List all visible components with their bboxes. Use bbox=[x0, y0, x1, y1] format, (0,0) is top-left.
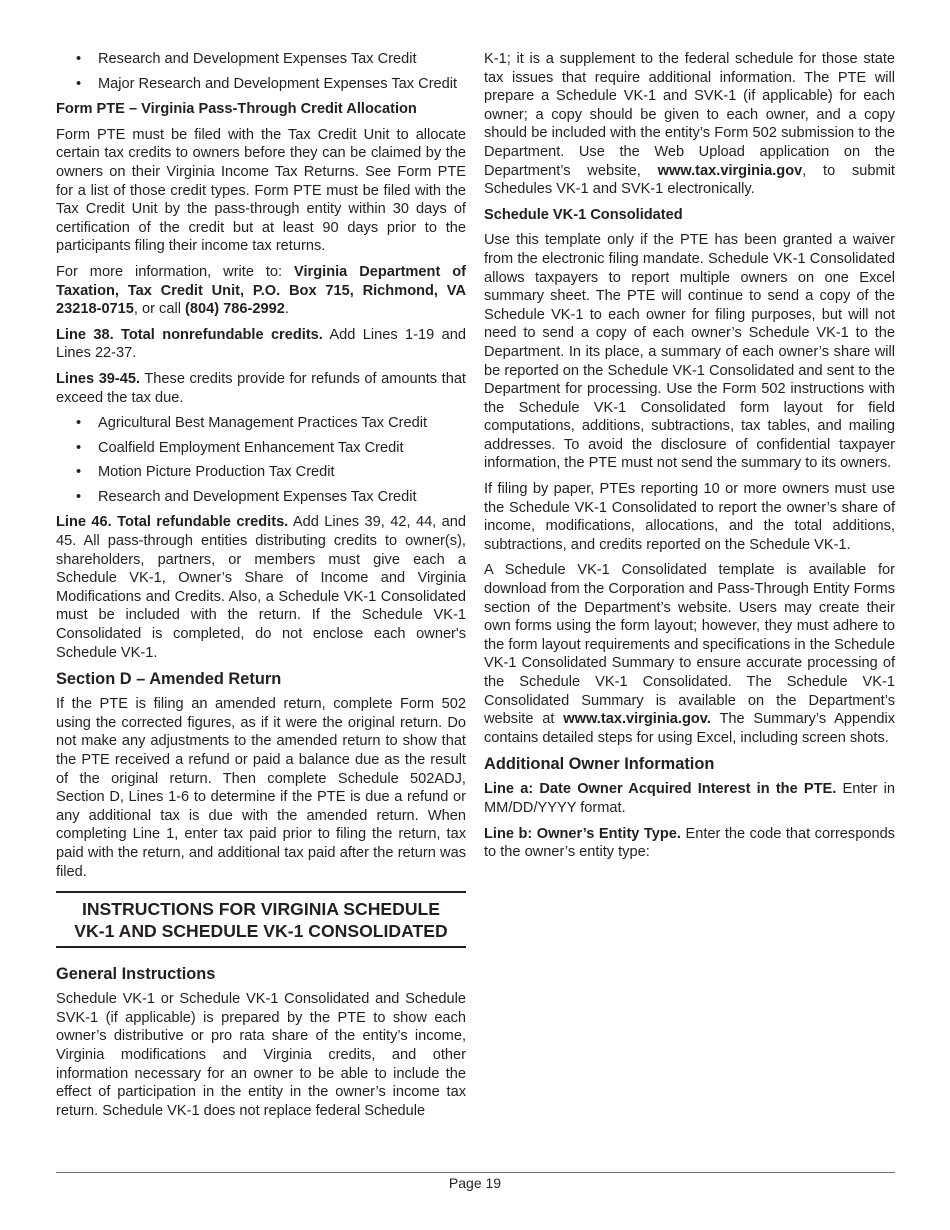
footer-divider bbox=[56, 1172, 895, 1173]
website-link[interactable]: www.tax.virginia.gov bbox=[657, 162, 803, 179]
section-heading-form-pte: Form PTE – Virginia Pass-Through Credit Allocation bbox=[56, 101, 417, 118]
paragraph-general-instructions: Schedule VK-1 or Schedule VK-1 Consolidated and Schedule SVK-1 (if applicable) is prepared by the PTE to show each owner’s distributive or pro rata share of the entity’s income, Virginia modifications and Virginia credits, and other information necessary for an owner to be able to include the effect of participation in the entity in the owner’s income tax return. Schedule VK-1 does not replace federal Schedule bbox=[56, 991, 466, 1119]
paragraph-line-b: Line b: Owner’s Entity Type. Enter the code that corresponds to the owner’s entity type: bbox=[484, 825, 895, 861]
bullet-icon: • bbox=[76, 75, 82, 92]
bullet-icon: • bbox=[76, 51, 82, 67]
list-item: • Research and Development Expenses Tax Credit bbox=[76, 488, 417, 505]
section-heading-owner-info: Additional Owner Information bbox=[484, 755, 715, 774]
paragraph-paper-filing: If filing by paper, PTEs reporting 10 or more owners must use the Schedule VK-1 Consolidated to report the owner’s share of income, modifications, allocations, and the total additions, subtractions, and credits reported on the Schedule VK-1. bbox=[484, 481, 895, 553]
section-heading-vk1-consolidated: Schedule VK-1 Consolidated bbox=[484, 206, 683, 223]
paragraph-form-pte: Form PTE must be filed with the Tax Credit Unit to allocate certain tax credits to owners before they can be claimed by the owners on their Virginia Income Tax Returns. See Form PTE for a list of those credit types. Form PTE must be filed with the Tax Credit Unit by the pass-through entity within 30 days of certification of the credit but at least 90 days prior to the participants filing their income tax returns. bbox=[56, 126, 466, 255]
paragraph-template: A Schedule VK-1 Consolidated template is available for download from the Corporation and Pass-Through Entity Forms section of the Department’s website. Users may create their own forms using the form layout; however, they must adhere to the form layout requirements and specifications in the Schedule VK-1 Consolidated Summary to ensure accurate processing of the Schedule VK-1 Consolidated. The Schedule VK-1 Consolidated Summary is available on the Department’s website at www.tax.virginia.gov. The Summary’s Appendix contains detailed steps for using Excel, including screen shots. bbox=[484, 562, 895, 746]
section-heading-amended-return: Section D – Amended Return bbox=[56, 670, 282, 689]
right-column bbox=[484, 50, 895, 869]
section-heading-general-instructions: General Instructions bbox=[56, 965, 216, 984]
paragraph-line-38: Line 38. Total nonrefundable credits. Add Lines 1-19 and Lines 22-37. bbox=[56, 326, 466, 362]
bullet-icon: • bbox=[76, 488, 82, 505]
paragraph-line-a: Line a: Date Owner Acquired Interest in the PTE. Enter in MM/DD/YYYY format. bbox=[484, 781, 895, 816]
paragraph-lines-39-45: Lines 39-45. These credits provide for refunds of amounts that exceed the tax due. bbox=[56, 370, 466, 406]
paragraph-vk1-consolidated: Use this template only if the PTE has been granted a waiver from the electronic filing mandate. Schedule VK-1 Consolidated allows taxpayers to report multiple owners on one Excel summary sheet. The PTE will continue to send a copy of the Schedule VK-1 to each owner for filing purposes, but will not need to send a copy of each owner’s Schedule VK-1 to the Department. In its place, a summary of each owner’s share will be reported on the Schedule VK-1 Consolidated and sent to the Department for processing. Use the Form 502 instructions with the Schedule VK-1 Consolidated form layout for field computations, additions, subtractions, tax tables, and mailing addresses. To avoid the disclosure of confidential taxpayer information, the PTE must not send the summary to its owners. bbox=[484, 232, 895, 472]
bullet-icon: • bbox=[76, 439, 82, 456]
paragraph-more-info: For more information, write to: Virginia Department of Taxation, Tax Credit Unit, P.O. Box 715, Richmond, VA 23218-0715, or call (804) 786-2992. bbox=[56, 263, 466, 318]
website-link[interactable]: www.tax.virginia.gov. bbox=[563, 711, 711, 728]
boxed-title-vk1-instructions: INSTRUCTIONS FOR VIRGINIA SCHEDULE VK-1 AND SCHEDULE VK-1 CONSOLIDATED bbox=[56, 891, 466, 948]
list-item: • Coalfield Employment Enhancement Tax Credit bbox=[76, 439, 404, 456]
left-column bbox=[56, 50, 466, 1127]
paragraph-amended-return: If the PTE is filing an amended return, complete Form 502 using the corrected figures, as if it were the original return. Do not make any adjustments to the amended return to show that the PTE received a refund or paid a balance due as the result of the original return. Then complete Schedule 502ADJ, Section D, Lines 1-6 to determine if the PTE is due a refund or any additional tax is due with the amended return. When completing Line 1, enter tax paid prior to filing the return, tax paid with the return, and additional tax paid after the return was filed. bbox=[56, 696, 466, 880]
paragraph-line-46: Line 46. Total refundable credits. Add Lines 39, 42, 44, and 45. All pass-through entities distributing credits to owner(s), shareholders, partners, or members must give each a Schedule VK-1, Owner’s Share of Income and Virginia Modifications and Credits. Also, a Schedule VK-1 Consolidated must be included with the return. If the Schedule VK-1 Consolidated is completed, do not enclose each owner's Schedule VK-1. bbox=[56, 514, 467, 661]
bullet-icon: • bbox=[76, 464, 82, 481]
bullet-list-credits bbox=[56, 50, 466, 93]
page-number: Page 19 bbox=[448, 1175, 502, 1191]
list-item: • Motion Picture Production Tax Credit bbox=[76, 464, 335, 481]
mailing-address: Virginia Department of Taxation, Tax Credit Unit, P.O. Box 715, Richmond, VA 23218-0715 bbox=[56, 263, 466, 318]
phone-number: (804) 786-2992 bbox=[185, 301, 285, 318]
list-item: • Major Research and Development Expenses Tax Credit bbox=[76, 75, 458, 92]
bullet-list-refundable-credits bbox=[56, 414, 466, 506]
paragraph-continued: K-1; it is a supplement to the federal schedule for those state tax issues that require additional information. The PTE will prepare a Schedule VK-1 and SVK-1 (if applicable) for each owner; a copy should be given to each owner, and a copy should be included with the entity’s Form 502 submission to the Department. Use the Web Upload application on the Department’s website, www.tax.virginia.gov, to submit Schedules VK-1 and SVK-1 electronically. bbox=[484, 51, 895, 198]
list-item: • Agricultural Best Management Practices Tax Credit bbox=[76, 415, 428, 432]
list-item: • Research and Development Expenses Tax Credit bbox=[76, 51, 417, 67]
bullet-icon: • bbox=[76, 415, 82, 432]
